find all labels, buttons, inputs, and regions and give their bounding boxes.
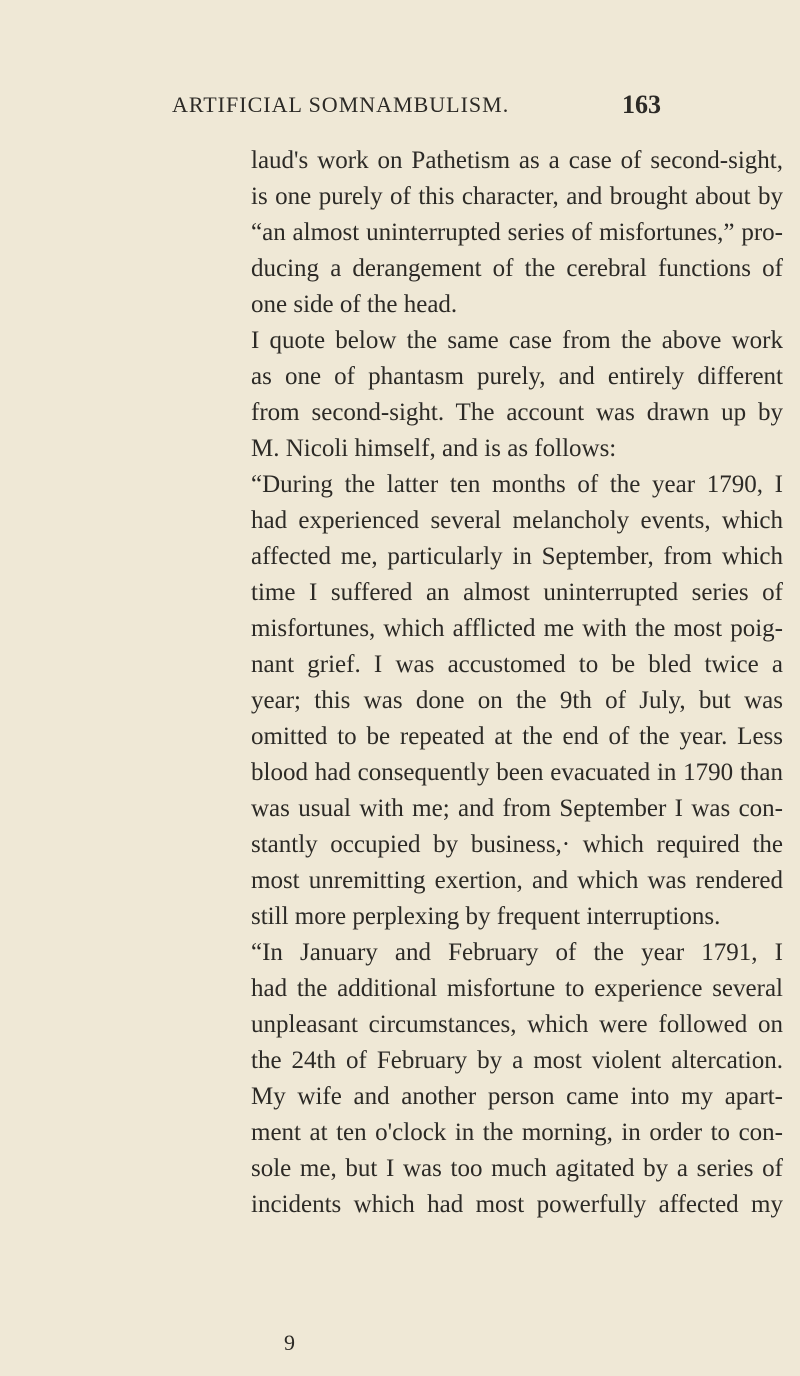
text-line: as one of phantasm purely, and entirely different — [251, 363, 783, 390]
running-title: ARTIFICIAL SOMNAMBULISM. — [172, 92, 510, 117]
text-line: nant grief. I was accustomed to be bled twice a — [251, 651, 783, 678]
text-line: was usual with me; and from September I was con- — [251, 795, 783, 822]
text-line: ducing a derangement of the cerebral functions of — [251, 255, 783, 282]
text-line: stantly occupied by business,· which required the — [251, 831, 783, 858]
text-line: blood had consequently been evacuated in 1790 than — [251, 759, 783, 786]
text-line: “an almost uninterrupted series of misfortunes,” pro- — [251, 219, 783, 246]
text-line: affected me, particularly in September, from which — [251, 543, 783, 570]
text-line: I quote below the same case from the above work — [251, 327, 783, 354]
text-line: had the additional misfortune to experience several — [251, 975, 783, 1002]
text-line: the 24th of February by a most violent altercation. — [251, 1047, 783, 1074]
text-line: “During the latter ten months of the year 1790, I — [251, 471, 783, 498]
page-number: 163 — [622, 90, 661, 119]
text-line: had experienced several melancholy events, which — [251, 507, 783, 534]
text-line: “In January and February of the year 1791, I — [251, 939, 783, 966]
text-line: unpleasant circumstances, which were followed on — [251, 1011, 783, 1038]
signature-mark: 9 — [284, 1330, 295, 1355]
text-line: laud's work on Pathetism as a case of second-sight, — [251, 147, 783, 174]
text-line: time I suffered an almost uninterrupted series of — [251, 579, 783, 606]
text-line: still more perplexing by frequent interruptions. — [251, 903, 721, 930]
text-line: from second-sight. The account was drawn up by — [251, 399, 783, 426]
text-line: My wife and another person came into my apart- — [251, 1083, 783, 1110]
text-line: misfortunes, which afflicted me with the most poig- — [251, 615, 783, 642]
text-line: is one purely of this character, and brought about by — [251, 183, 783, 210]
text-line: omitted to be repeated at the end of the year. Less — [251, 723, 783, 750]
text-line: ment at ten o'clock in the morning, in order to con- — [251, 1119, 783, 1146]
text-line: one side of the head. — [251, 291, 458, 318]
text-line: M. Nicoli himself, and is as follows: — [251, 435, 617, 462]
text-line: incidents which had most powerfully affected my — [251, 1191, 783, 1218]
text-line: most unremitting exertion, and which was rendered — [251, 867, 783, 894]
text-line: sole me, but I was too much agitated by a series of — [251, 1155, 783, 1182]
text-line: year; this was done on the 9th of July, but was — [251, 687, 783, 714]
